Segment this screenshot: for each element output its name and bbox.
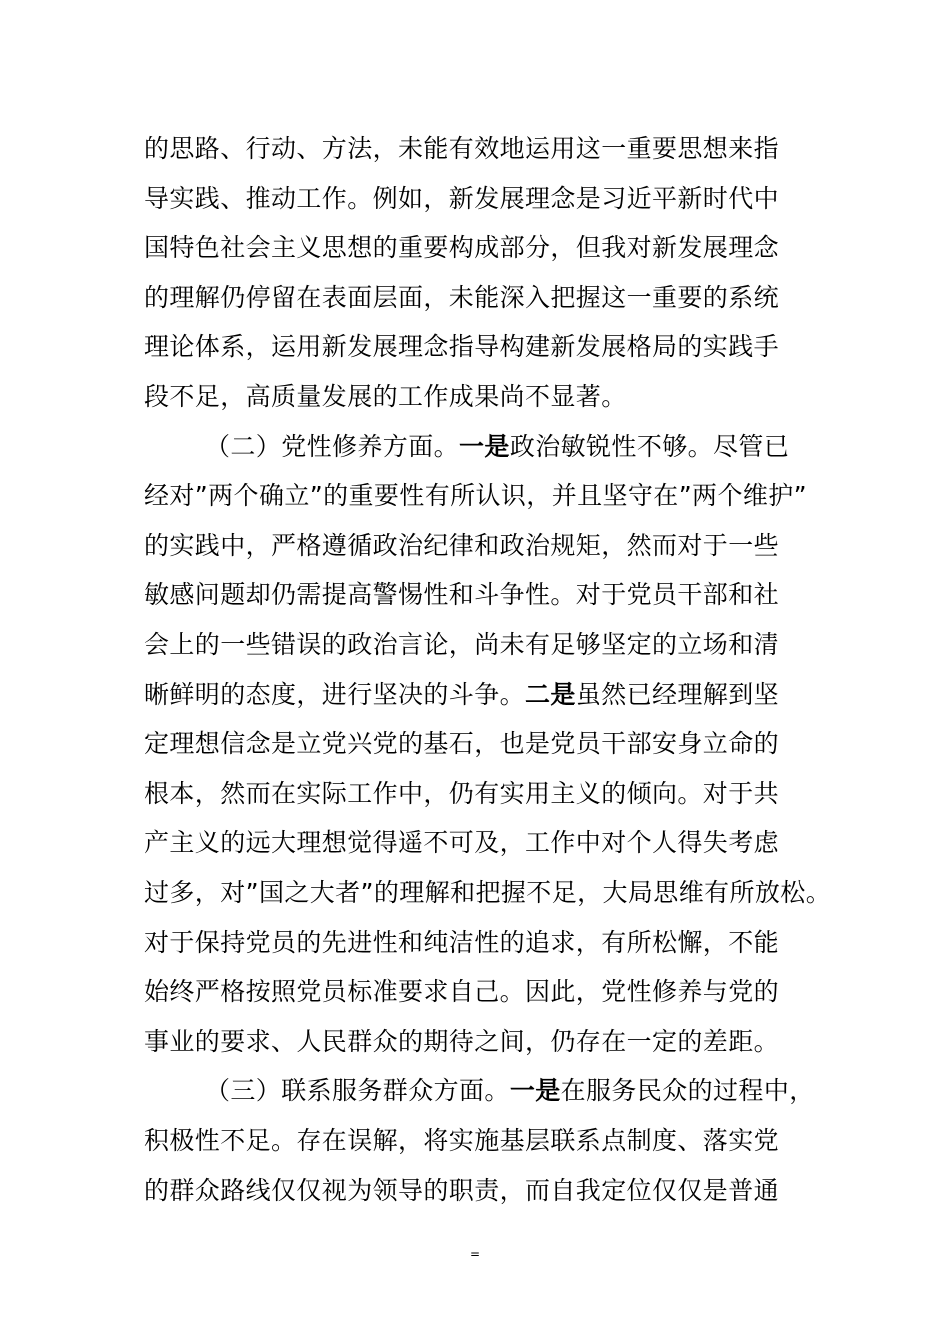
text-segment: 的群众路线仅仅视为领导的职责，而自我定位仅仅是普通 <box>144 1176 780 1205</box>
text-segment: 根本，然而在实际工作中，仍有实用主义的倾向。对于共 <box>144 779 780 808</box>
text-segment: （二）党性修养方面。 <box>205 432 460 461</box>
text-segment: 国特色社会主义思想的重要构成部分，但我对新发展理念 <box>144 233 780 262</box>
bold-marker: 二是 <box>525 680 576 709</box>
text-line <box>144 729 779 759</box>
text-segment: 积极性不足。存在误解，将实施基层联系点制度、落实党 <box>144 1126 780 1155</box>
text-segment: 过多，对”国之大者”的理解和把握不足，大局思维有所放松。 <box>144 878 832 907</box>
text-line <box>144 382 627 412</box>
page-footer-mark: = <box>469 1247 481 1261</box>
text-line <box>144 184 779 214</box>
text-line <box>144 977 779 1007</box>
text-segment: 晰鲜明的态度，进行坚决的斗争。 <box>144 680 526 709</box>
text-line <box>144 580 779 610</box>
text-segment: 的思路、行动、方法，未能有效地运用这一重要思想来指 <box>144 134 780 163</box>
text-line <box>144 878 831 908</box>
text-segment: 的实践中，严格遵循政治纪律和政治规矩，然而对于一些 <box>144 531 780 560</box>
text-segment: 经对”两个确立”的重要性有所认识，并且坚守在”两个维护” <box>144 481 808 510</box>
text-line <box>144 1176 779 1206</box>
text-segment: 虽然已经理解到坚 <box>575 680 780 709</box>
text-segment: 产主义的远大理想觉得遥不可及，工作中对个人得失考虑 <box>144 828 780 857</box>
text-segment: 在服务民众的过程中， <box>560 1076 815 1105</box>
text-line <box>144 779 779 809</box>
text-line <box>144 630 779 660</box>
text-line <box>144 233 779 263</box>
text-line <box>144 680 779 710</box>
text-segment: 事业的要求、人民群众的期待之间，仍存在一定的差距。 <box>144 1027 780 1056</box>
text-line <box>144 928 779 958</box>
text-line <box>205 1076 815 1106</box>
text-line <box>144 828 779 858</box>
text-line <box>144 283 779 313</box>
text-segment: 会上的一些错误的政治言论，尚未有足够坚定的立场和清 <box>144 630 780 659</box>
text-line <box>205 432 789 462</box>
text-segment: 理论体系，运用新发展理念指导构建新发展格局的实践手 <box>144 332 780 361</box>
bold-marker: 一是 <box>509 1076 561 1105</box>
text-line <box>144 134 779 164</box>
text-segment: 对于保持党员的先进性和纯洁性的追求，有所松懈，不能 <box>144 928 780 957</box>
text-segment: 定理想信念是立党兴党的基石，也是党员干部安身立命的 <box>144 729 780 758</box>
text-segment: 始终严格按照党员标准要求自己。因此，党性修养与党的 <box>144 977 780 1006</box>
text-line <box>144 531 779 561</box>
text-segment: 敏感问题却仍需提高警惕性和斗争性。对于党员干部和社 <box>144 580 780 609</box>
text-line <box>144 481 807 511</box>
text-line <box>144 1027 779 1057</box>
text-segment: 段不足，高质量发展的工作成果尚不显著。 <box>144 382 627 411</box>
bold-marker: 一是 <box>459 432 510 461</box>
text-segment: 导实践、推动工作。例如，新发展理念是习近平新时代中 <box>144 184 780 213</box>
text-line <box>144 1126 779 1156</box>
text-segment: 政治敏锐性不够。尽管已 <box>509 432 790 461</box>
text-segment: 的理解仍停留在表面层面，未能深入把握这一重要的系统 <box>144 283 780 312</box>
text-line <box>144 332 779 362</box>
text-segment: （三）联系服务群众方面。 <box>205 1076 510 1105</box>
